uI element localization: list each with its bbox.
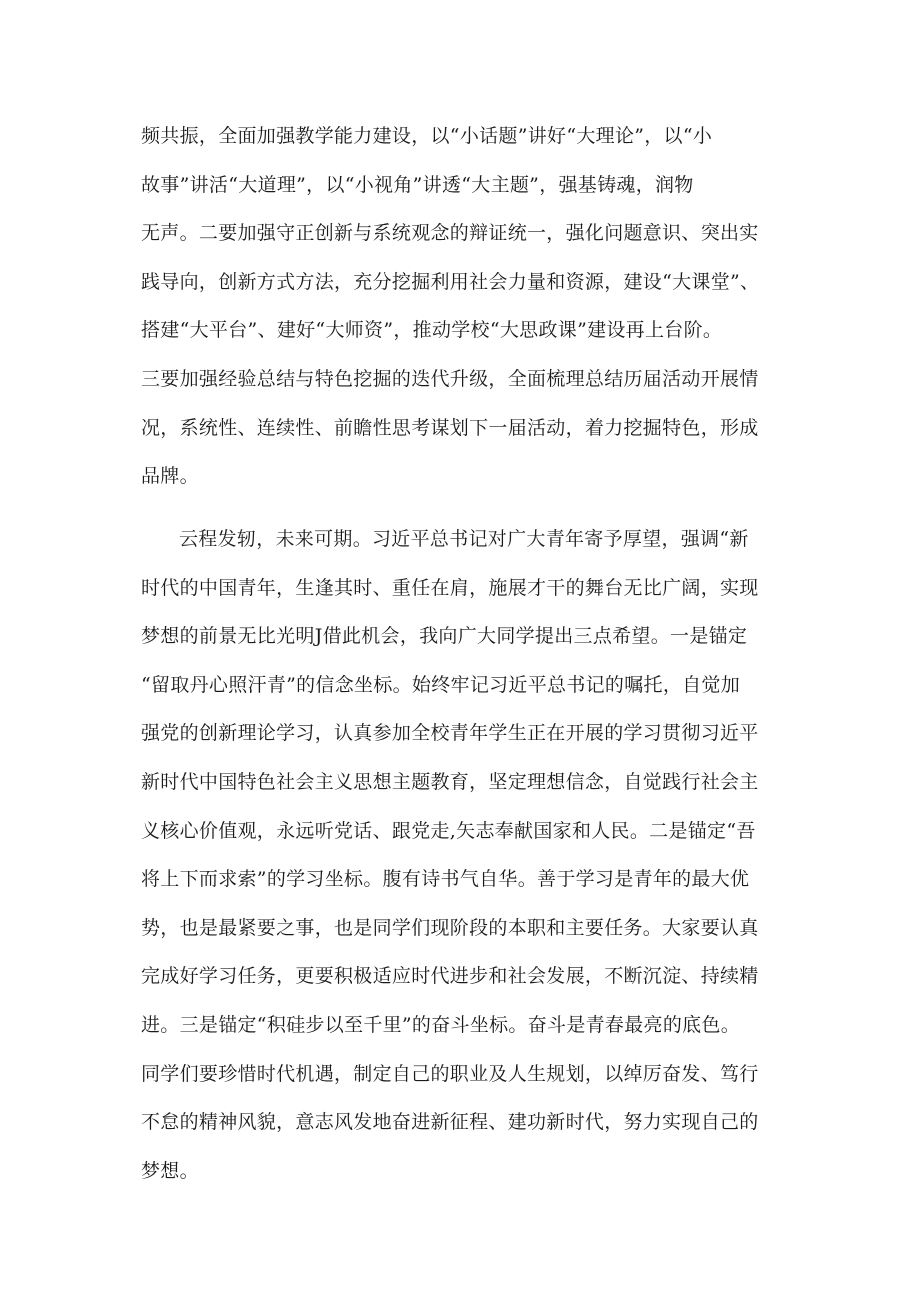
text-line: 势，也是最紧要之事，也是同学们现阶段的本职和主要任务。大家要认真 (141, 916, 759, 939)
text-line: 义核心价值观，永远听党话、跟党走,矢志奉献国家和人民。二是锚定“吾 (141, 819, 756, 842)
text-line: 将上下而求索”的学习坐标。腹有诗书气自华。善于学习是青年的最大优 (141, 868, 750, 891)
text-line: 梦想。 (141, 1159, 199, 1182)
text-line: 时代的中国青年，生逢其时、重任在肩，施展才干的舞台无比广阔，实现 (141, 576, 759, 599)
text-line: 故事”讲活“大道理”，以“小视角”讲透“大主题”，强基铸魂，润物 (141, 173, 694, 196)
text-line: 同学们要珍惜时代机遇，制定自己的职业及人生规划，以绰厉奋发、笃行 (141, 1062, 759, 1085)
text-line: 强党的创新理论学习，认真参加全校青年学生正在开展的学习贯彻习近平 (141, 722, 759, 745)
text-line: 三要加强经验总结与特色挖掘的迭代升级，全面梳理总结历届活动开展情 (141, 367, 759, 390)
text-line: 新时代中国特色社会主义思想主题教育，坚定理想信念，自觉践行社会主 (141, 770, 759, 793)
text-line: 无声。二要加强守正创新与系统观念的辩证统一，强化问题意识、突出实 (141, 222, 759, 245)
text-line: 不怠的精神风貌，意志风发地奋进新征程、建功新时代，努力实现自己的 (141, 1111, 759, 1134)
text-line: 进。三是锚定“积硅步以至千里”的奋斗坐标。奋斗是青春最亮的底色。 (141, 1013, 741, 1036)
text-line: “留取丹心照汗青”的信念坐标。始终牢记习近平总书记的嘱托，自觉加 (141, 673, 741, 696)
text-line: 品牌。 (141, 465, 199, 488)
text-line: 频共振，全面加强教学能力建设，以“小话题”讲好“大理论”，以“小 (141, 125, 713, 147)
text-line: 完成好学习任务，更要积极适应时代进步和社会发展，不断沉淀、持续精 (141, 965, 759, 988)
text-line: 云程发轫，未来可期。习近平总书记对广大青年寄予厚望，强调“新 (179, 528, 749, 550)
paragraph-1 (141, 112, 801, 501)
text-line: 践导向，创新方式方法，充分挖掘利用社会力量和资源，建设“大课堂”、 (141, 270, 760, 293)
text-line: 梦想的前景无比光明J借此机会，我向广大同学提出三点希望。一是锚定 (141, 625, 748, 648)
text-line: 搭建“大平台”、建好“大师资”，推动学校“大思政课”建设再上台阶。 (141, 319, 723, 342)
text-line: 况，系统性、连续性、前瞻性思考谋划下一届活动，着力挖掘特色，形成 (141, 416, 759, 439)
paragraph-2 (141, 515, 801, 1195)
